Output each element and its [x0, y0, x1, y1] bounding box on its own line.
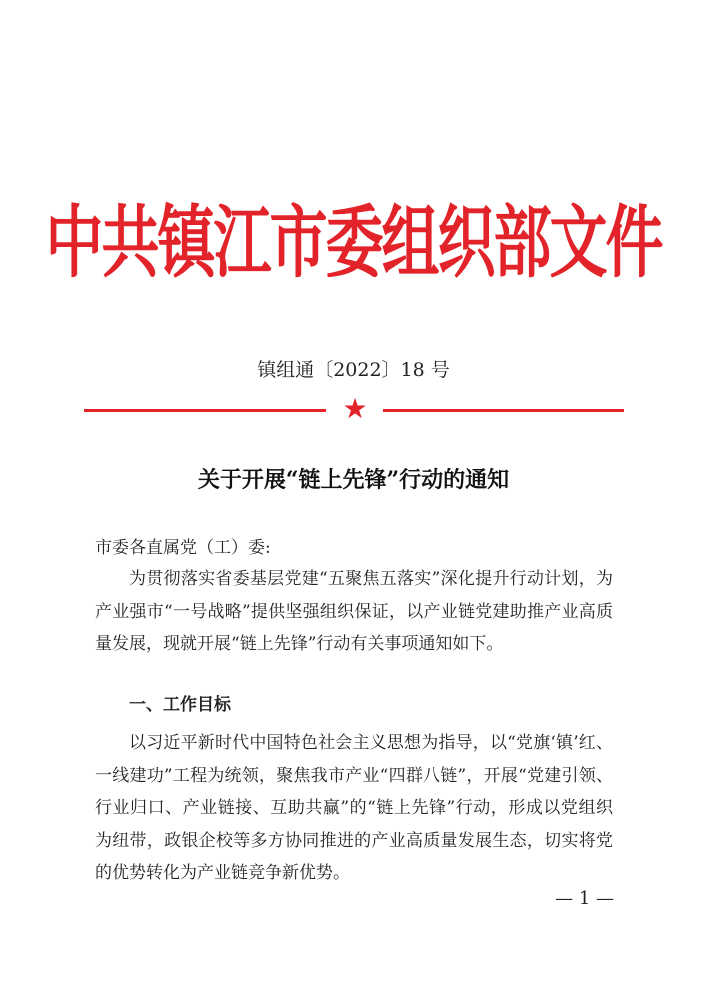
red-separator	[84, 392, 624, 426]
document-masthead: 中共镇江市委组织部文件	[45, 196, 662, 289]
notice-title: 关于开展“链上先锋”行动的通知	[197, 467, 510, 493]
salutation: 市委各直属党（工）委:	[95, 538, 271, 558]
goal-paragraph: 以习近平新时代中国特色社会主义思想为指导，以“党旗‘镇’红、一线建功”工程为统领，聚焦我市产业“四群八链”，开展“党建引领、行业归口、产业链接、互助共赢”的“链上先锋”行动，形成以党组织为纽带，政银企校等多方协同推进的产业高质量发展生态，切实将党的优势转化为产业链竞争新优势。	[95, 733, 613, 883]
section-heading: 一、工作目标	[129, 695, 231, 715]
page-number: — 1 —	[555, 888, 614, 909]
separator-line-right	[383, 409, 624, 412]
document-number: 镇组通〔2022〕18 号	[257, 359, 450, 381]
separator-line-left	[84, 409, 326, 412]
star-icon: ★	[342, 392, 368, 425]
intro-paragraph: 为贯彻落实省委基层党建“五聚焦五落实”深化提升行动计划，为产业强市“一号战略”提供坚强组织保证，以产业链党建助推产业高质量发展，现就开展“链上先锋”行动有关事项通知如下。	[95, 569, 613, 654]
